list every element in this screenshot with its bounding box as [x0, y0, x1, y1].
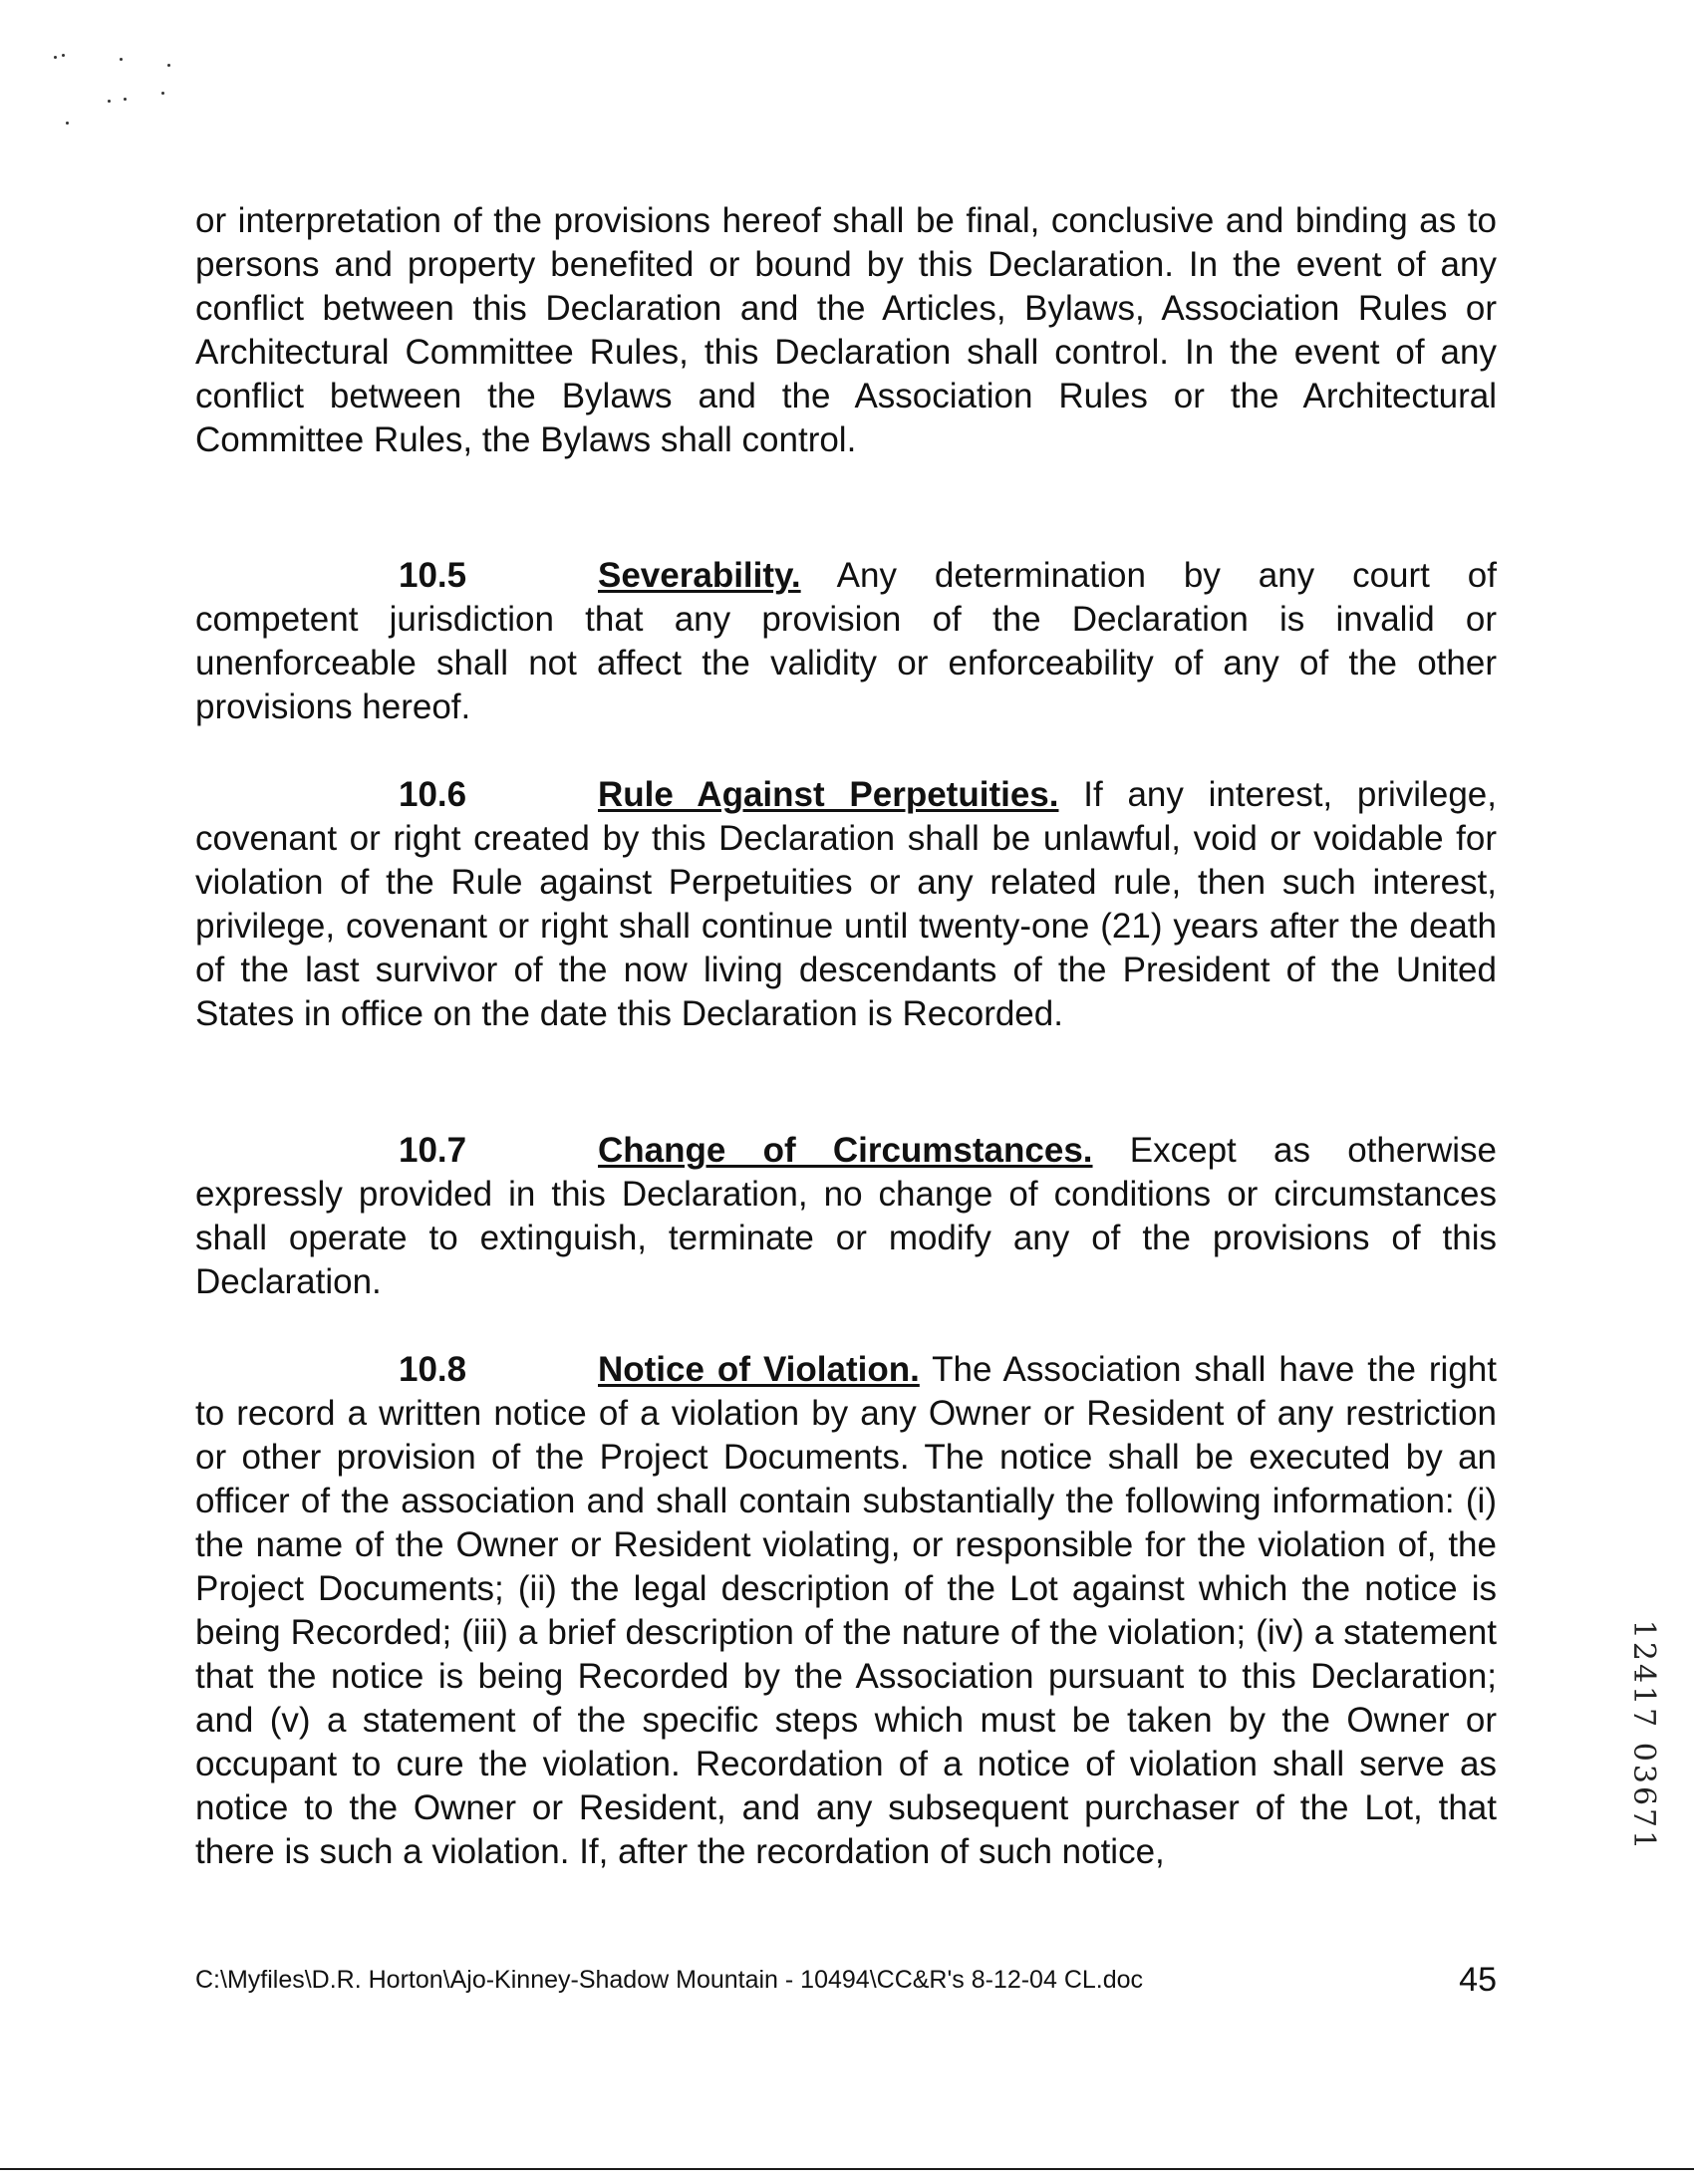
continued-paragraph — [195, 199, 1497, 462]
section-10-5 — [195, 554, 1497, 729]
section-number: 10.7 — [399, 1131, 467, 1170]
scan-speck — [54, 56, 57, 59]
section-10-7 — [195, 1129, 1497, 1304]
section-10-6 — [195, 773, 1497, 1036]
section-body: The Association shall have the right to record a written notice of a violation by any Owner or Resident of any restriction or other provision of the Project Documents. The notice shall be executed by an officer of the association and shall contain substantially the following information: (i) the name of the Owner or Resident violating, or responsible for the violation of, the Project Documents; (ii) the legal description of the Lot against which the notice is being Recorded; (iii) a brief description of the nature of the violation; (iv) a statement that the notice is being Recorded by the Association pursuant to this Declaration; and (v) a statement of the specific steps which must be taken by the Owner or occupant to cure the violation. Recordation of a notice of violation shall serve as notice to the Owner or Resident, and any subsequent purchaser of the Lot, that there is such a violation. If, after the recordation of such notice, — [195, 1350, 1497, 1871]
page-number: 45 — [1459, 1961, 1497, 1999]
section-number: 10.6 — [399, 775, 467, 814]
section-heading: Change of Circumstances. — [598, 1131, 1093, 1170]
scan-speck — [120, 58, 123, 61]
section-paragraph — [195, 773, 1497, 1036]
scan-speck — [124, 98, 127, 101]
section-10-8 — [195, 1348, 1497, 1874]
scan-speck — [167, 64, 170, 67]
scan-speck — [66, 122, 69, 125]
continued-paragraph-text: or interpretation of the provisions hereof shall be final, conclusive and binding as to persons and property benefited or bound by this Declaration. In the event of any conflict between this Declaration and the Articles, Bylaws, Association Rules or Architectural Committee Rules, this Declaration shall control. In the event of any conflict between the Bylaws and the Association Rules or the Architectural Committee Rules, the Bylaws shall control. — [195, 201, 1497, 459]
footer-file-path: C:\Myfiles\D.R. Horton\Ajo-Kinney-Shadow Mountain - 10494\CC&R's 8-12-04 CL.doc — [195, 1966, 1144, 1994]
section-heading: Severability. — [598, 556, 801, 595]
scan-bottom-edge-line — [0, 2168, 1694, 2170]
scan-speck — [108, 100, 111, 103]
section-number: 10.5 — [399, 556, 467, 595]
section-paragraph — [195, 1348, 1497, 1874]
section-number: 10.8 — [399, 1350, 467, 1389]
section-heading: Rule Against Perpetuities. — [598, 775, 1059, 814]
section-heading: Notice of Violation. — [598, 1350, 920, 1389]
section-paragraph — [195, 1129, 1497, 1304]
page-footer — [195, 1955, 1497, 2005]
recording-number — [1624, 1606, 1664, 1865]
scan-specks — [50, 50, 189, 139]
scan-speck — [161, 92, 164, 95]
recording-number-text: 12417 03671 — [1626, 1619, 1662, 1852]
scan-speck — [62, 54, 65, 57]
section-body: If any interest, privilege, covenant or right created by this Declaration shall be unlawful, void or voidable for violation of the Rule against Perpetuities or any related rule, then such interest, privilege, covenant or right shall continue until twenty-one (21) years after the death of the last survivor of the now living descendants of the President of the United States in office on the date this Declaration is Recorded. — [195, 775, 1497, 1033]
section-body: Except as otherwise expressly provided in this Declaration, no change of conditions or circumstances shall operate to extinguish, terminate or modify any of the provisions of this Declaration. — [195, 1131, 1497, 1301]
section-paragraph — [195, 554, 1497, 729]
section-body: Any determination by any court of competent jurisdiction that any provision of the Declaration is invalid or unenforceable shall not affect the validity or enforceability of any of the other provisions hereof. — [195, 556, 1497, 726]
